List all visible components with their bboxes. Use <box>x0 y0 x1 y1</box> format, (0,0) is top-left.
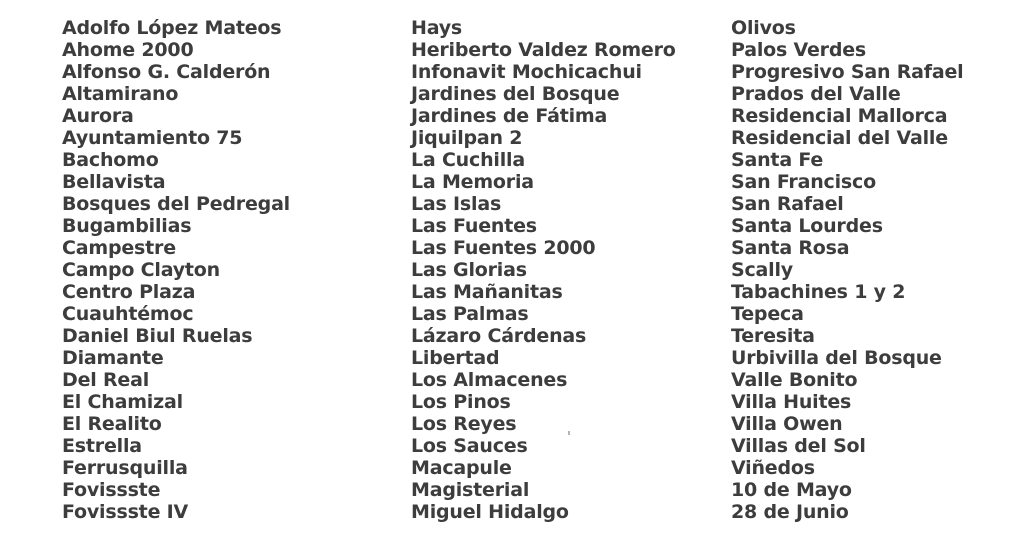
neighborhood-name: Altamirano <box>62 83 179 105</box>
neighborhood-name: Las Islas <box>411 193 502 215</box>
neighborhood-name: Fovissste <box>62 479 161 501</box>
neighborhood-name: Jiquilpan 2 <box>411 127 523 149</box>
neighborhood-name: Bosques del Pedregal <box>62 193 290 215</box>
neighborhood-name: Viñedos <box>731 457 815 479</box>
neighborhood-name: Centro Plaza <box>62 281 196 303</box>
neighborhood-list-column-1 <box>62 17 290 523</box>
neighborhood-name: Los Almacenes <box>411 369 568 391</box>
neighborhood-name: Aurora <box>62 105 134 127</box>
neighborhood-name: Ferrusquilla <box>62 457 188 479</box>
neighborhood-name: Teresita <box>731 325 815 347</box>
neighborhood-name: Santa Fe <box>731 149 824 171</box>
neighborhood-name: Alfonso G. Calderón <box>62 61 271 83</box>
neighborhood-name: Estrella <box>62 435 142 457</box>
neighborhood-list-column-3 <box>731 17 963 523</box>
neighborhood-list-column-2 <box>411 17 676 523</box>
neighborhood-name: Residencial Mallorca <box>731 105 948 127</box>
neighborhood-name: Heriberto Valdez Romero <box>411 39 676 61</box>
neighborhood-name: Prados del Valle <box>731 83 901 105</box>
neighborhood-name: Lázaro Cárdenas <box>411 325 587 347</box>
neighborhood-name: Ayuntamiento 75 <box>62 127 243 149</box>
neighborhood-name: Campo Clayton <box>62 259 220 281</box>
neighborhood-name: Infonavit Mochicachui <box>411 61 642 83</box>
neighborhood-name: Las Fuentes <box>411 215 537 237</box>
neighborhood-name: El Chamizal <box>62 391 183 413</box>
neighborhood-name: Urbivilla del Bosque <box>731 347 942 369</box>
neighborhood-name: Diamante <box>62 347 164 369</box>
neighborhood-name: Bugambilias <box>62 215 192 237</box>
neighborhood-name: Las Mañanitas <box>411 281 563 303</box>
neighborhood-name: Bachomo <box>62 149 159 171</box>
neighborhood-name: La Cuchilla <box>411 149 525 171</box>
neighborhood-name: Valle Bonito <box>731 369 858 391</box>
neighborhood-name: Villa Owen <box>731 413 843 435</box>
neighborhood-name: Residencial del Valle <box>731 127 948 149</box>
neighborhood-name: Daniel Biul Ruelas <box>62 325 253 347</box>
neighborhood-name: 28 de Junio <box>731 501 849 523</box>
neighborhood-name: Los Reyes <box>411 413 517 435</box>
neighborhood-name: San Rafael <box>731 193 844 215</box>
neighborhood-name: Jardines del Bosque <box>411 83 620 105</box>
neighborhood-name: Olivos <box>731 17 796 39</box>
neighborhood-name: Hays <box>411 17 463 39</box>
neighborhood-name: Cuauhtémoc <box>62 303 194 325</box>
neighborhood-name: Tabachines 1 y 2 <box>731 281 906 303</box>
neighborhood-name: Progresivo San Rafael <box>731 61 964 83</box>
neighborhood-name: La Memoria <box>411 171 534 193</box>
scan-speck <box>568 431 570 435</box>
neighborhood-name: Santa Rosa <box>731 237 850 259</box>
neighborhood-name: Tepeca <box>731 303 804 325</box>
neighborhood-name: Del Real <box>62 369 150 391</box>
neighborhood-name: Macapule <box>411 457 512 479</box>
neighborhood-name: Palos Verdes <box>731 39 867 61</box>
neighborhood-name: San Francisco <box>731 171 876 193</box>
neighborhood-name: El Realito <box>62 413 162 435</box>
neighborhood-name: Los Pinos <box>411 391 511 413</box>
neighborhood-name: Las Fuentes 2000 <box>411 237 596 259</box>
neighborhood-name: Las Glorias <box>411 259 527 281</box>
neighborhood-name: 10 de Mayo <box>731 479 852 501</box>
neighborhood-name: Villa Huites <box>731 391 852 413</box>
neighborhood-name: Santa Lourdes <box>731 215 883 237</box>
neighborhood-name: Villas del Sol <box>731 435 866 457</box>
neighborhood-name: Magisterial <box>411 479 530 501</box>
neighborhood-name: Scally <box>731 259 793 281</box>
neighborhood-name: Campestre <box>62 237 176 259</box>
neighborhood-name: Bellavista <box>62 171 166 193</box>
neighborhood-name: Jardines de Fátima <box>411 105 608 127</box>
neighborhood-name: Los Sauces <box>411 435 528 457</box>
neighborhood-name: Miguel Hidalgo <box>411 501 569 523</box>
neighborhood-name: Libertad <box>411 347 500 369</box>
neighborhood-name: Las Palmas <box>411 303 529 325</box>
neighborhood-name: Fovissste IV <box>62 501 189 523</box>
neighborhood-name: Ahome 2000 <box>62 39 194 61</box>
neighborhood-name: Adolfo López Mateos <box>62 17 282 39</box>
